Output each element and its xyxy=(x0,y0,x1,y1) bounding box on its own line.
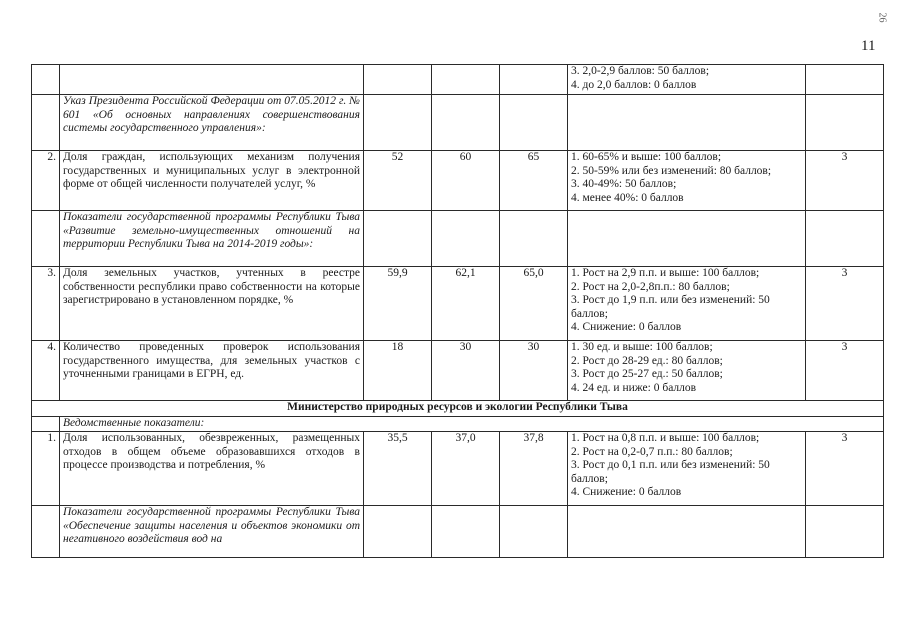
row-number-cell xyxy=(32,506,60,558)
table-row xyxy=(32,211,884,267)
value-cell: 52 xyxy=(364,151,432,211)
value-cell: 62,1 xyxy=(432,267,500,341)
criteria-cell xyxy=(568,506,806,558)
value-cell xyxy=(500,506,568,558)
indicator-cell: Доля земельных участков, учтенных в реестре собственности республики право собственности на которые зарегистрировано в установленном порядке, % xyxy=(60,267,364,341)
weight-cell: 3 xyxy=(806,267,884,341)
subsection-title: Ведомственные показатели: xyxy=(60,417,884,432)
criteria-cell xyxy=(568,211,806,267)
weight-cell xyxy=(806,211,884,267)
criteria-line: 2. Рост на 2,0-2,8п.п.: 80 баллов; xyxy=(571,280,730,293)
value-cell: 59,9 xyxy=(364,267,432,341)
row-number-cell: 1. xyxy=(32,432,60,506)
row-number-cell: 3. xyxy=(32,267,60,341)
value-cell xyxy=(500,211,568,267)
value-cell: 65,0 xyxy=(500,267,568,341)
table-row xyxy=(32,341,884,401)
indicator-cell: Количество проведенных проверок использования государственного имущества, для земельных участков с уточненными границами в ЕГРН, ед. xyxy=(60,341,364,401)
criteria-line: 4. 24 ед. и ниже: 0 баллов xyxy=(571,381,697,394)
weight-cell: 3 xyxy=(806,341,884,401)
criteria-line: 4. до 2,0 баллов: 0 баллов xyxy=(571,78,697,91)
value-cell xyxy=(432,65,500,95)
criteria-line: 2. Рост до 28-29 ед.: 80 баллов; xyxy=(571,354,723,367)
value-cell: 35,5 xyxy=(364,432,432,506)
program-header-cell: Показатели государственной программы Республики Тыва «Развитие земельно-имущественных отношений на территории Республики Тыва на 2014-2019 годы»: xyxy=(60,211,364,267)
value-cell: 60 xyxy=(432,151,500,211)
value-cell xyxy=(432,95,500,151)
weight-cell: 3 xyxy=(806,151,884,211)
value-cell: 30 xyxy=(432,341,500,401)
section-row xyxy=(32,401,884,417)
indicator-cell xyxy=(60,65,364,95)
value-cell: 30 xyxy=(500,341,568,401)
table-row xyxy=(32,432,884,506)
criteria-line: 1. 30 ед. и выше: 100 баллов; xyxy=(571,341,713,353)
program-header-cell: Указ Президента Российской Федерации от 07.05.2012 г. № 601 «Об основных направлениях совершенствования системы государственного управления»: xyxy=(60,95,364,151)
criteria-cell xyxy=(568,267,806,341)
row-number-cell xyxy=(32,417,60,432)
row-number-cell xyxy=(32,65,60,95)
indicators-table xyxy=(31,64,884,558)
value-cell xyxy=(364,65,432,95)
section-title: Министерство природных ресурсов и экологии Республики Тыва xyxy=(32,401,884,417)
criteria-line: 4. Снижение: 0 баллов xyxy=(571,486,682,499)
archive-corner-mark: 26 xyxy=(876,12,888,23)
criteria-line: 3. 2,0-2,9 баллов: 50 баллов; xyxy=(571,65,710,77)
criteria-cell xyxy=(568,65,806,95)
indicator-cell: Доля использованных, обезвреженных, размещенных отходов в общем объеме образовавшихся отходов в процессе производства и потребления, % xyxy=(60,432,364,506)
indicator-cell: Доля граждан, использующих механизм получения государственных и муниципальных услуг в электронной форме от общей численности получателей услуг, % xyxy=(60,151,364,211)
page-number: 11 xyxy=(861,38,876,54)
weight-cell xyxy=(806,95,884,151)
row-number-cell xyxy=(32,211,60,267)
row-number-cell: 2. xyxy=(32,151,60,211)
criteria-cell xyxy=(568,341,806,401)
table-row xyxy=(32,65,884,95)
value-cell: 37,0 xyxy=(432,432,500,506)
value-cell xyxy=(364,506,432,558)
table-row xyxy=(32,95,884,151)
weight-cell: 3 xyxy=(806,432,884,506)
criteria-line: 4. Снижение: 0 баллов xyxy=(571,321,682,334)
criteria-line: 2. 50-59% или без изменений: 80 баллов; xyxy=(571,164,772,177)
criteria-line: 1. Рост на 2,9 п.п. и выше: 100 баллов; xyxy=(571,267,760,279)
criteria-line: 3. Рост до 1,9 п.п. или без изменений: 50 баллов; xyxy=(571,294,770,320)
value-cell xyxy=(500,95,568,151)
criteria-line: 3. Рост до 25-27 ед.: 50 баллов; xyxy=(571,368,723,381)
value-cell xyxy=(364,211,432,267)
value-cell: 37,8 xyxy=(500,432,568,506)
value-cell xyxy=(432,211,500,267)
row-number-cell: 4. xyxy=(32,341,60,401)
criteria-line: 1. 60-65% и выше: 100 баллов; xyxy=(571,151,722,163)
criteria-line: 1. Рост на 0,8 п.п. и выше: 100 баллов; xyxy=(571,432,760,444)
value-cell xyxy=(500,65,568,95)
table-row xyxy=(32,506,884,558)
value-cell: 65 xyxy=(500,151,568,211)
value-cell: 18 xyxy=(364,341,432,401)
table-row xyxy=(32,151,884,211)
program-header-cell: Показатели государственной программы Республики Тыва «Обеспечение защиты населения и объектов экономики от негативного воздействия вод на xyxy=(60,506,364,558)
criteria-line: 3. 40-49%: 50 баллов; xyxy=(571,178,677,191)
criteria-cell xyxy=(568,151,806,211)
criteria-cell xyxy=(568,432,806,506)
criteria-line: 4. менее 40%: 0 баллов xyxy=(571,191,684,204)
criteria-line: 2. Рост на 0,2-0,7 п.п.: 80 баллов; xyxy=(571,445,733,458)
criteria-line: 3. Рост до 0,1 п.п. или без изменений: 50 баллов; xyxy=(571,459,770,485)
table-row xyxy=(32,267,884,341)
weight-cell xyxy=(806,506,884,558)
row-number-cell xyxy=(32,95,60,151)
weight-cell xyxy=(806,65,884,95)
value-cell xyxy=(432,506,500,558)
subsection-row xyxy=(32,417,884,432)
criteria-cell xyxy=(568,95,806,151)
value-cell xyxy=(364,95,432,151)
